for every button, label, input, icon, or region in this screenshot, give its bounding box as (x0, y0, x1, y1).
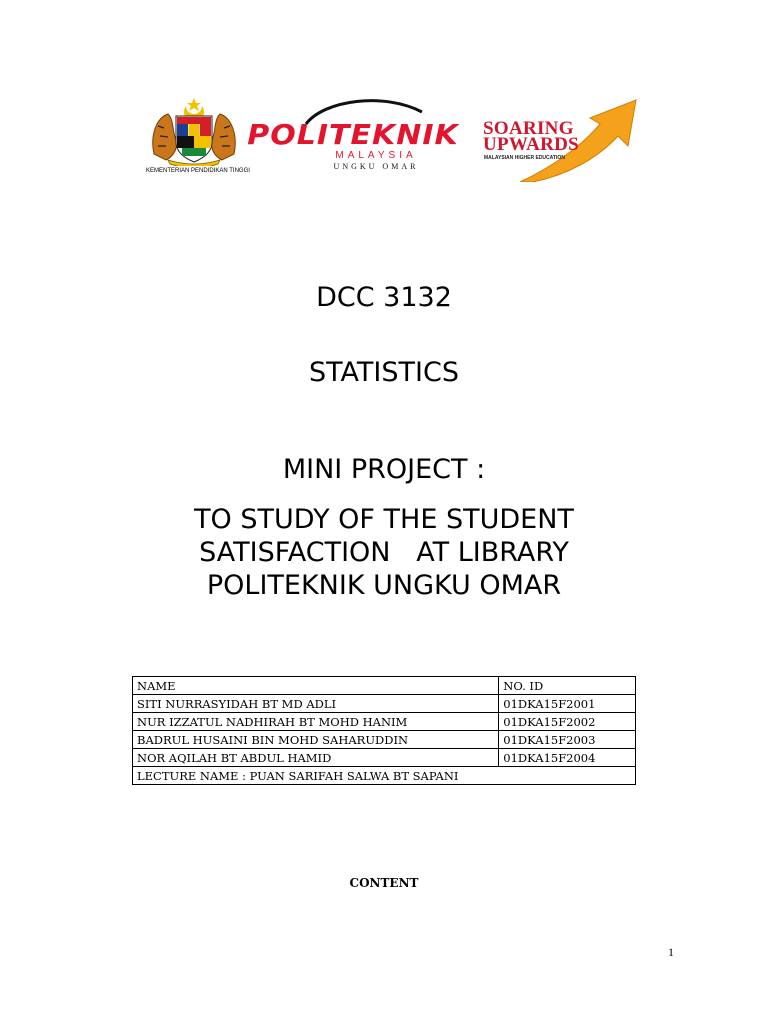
politeknik-country: MALAYSIA (335, 150, 417, 161)
member-id: 01DKA15F2003 (499, 731, 636, 749)
politeknik-logo (244, 94, 462, 174)
member-id: 01DKA15F2004 (499, 749, 636, 767)
member-name: SITI NURRASYIDAH BT MD ADLI (133, 695, 499, 713)
coat-of-arms-icon (146, 96, 242, 166)
upwards-text: UPWARDS (483, 134, 580, 155)
member-id: 01DKA15F2001 (499, 695, 636, 713)
ministry-crest-logo (146, 96, 250, 176)
study-title-line-3: POLITEKNIK UNGKU OMAR (206, 570, 562, 601)
soaring-text: SOARING (483, 118, 574, 139)
subject-title: STATISTICS (309, 357, 459, 388)
table-row (133, 695, 636, 713)
politeknik-campus: UNGKU OMAR (333, 162, 419, 171)
study-title (0, 503, 768, 602)
table-row (133, 713, 636, 731)
politeknik-wordmark: POLITEKNIK (247, 119, 459, 152)
page-number: 1 (668, 945, 674, 959)
member-id: 01DKA15F2002 (499, 713, 636, 731)
table-row (133, 731, 636, 749)
lecturer-row (133, 767, 636, 785)
member-name: NOR AQILAH BT ABDUL HAMID (133, 749, 499, 767)
members-table (132, 676, 636, 785)
content-heading: CONTENT (349, 876, 419, 890)
table-row (133, 749, 636, 767)
higher-education-text: MALAYSIAN HIGHER EDUCATION (484, 155, 565, 161)
study-title-line-1: TO STUDY OF THE STUDENT (194, 504, 574, 535)
header-id: NO. ID (499, 677, 636, 695)
course-code: DCC 3132 (316, 282, 452, 313)
project-label: MINI PROJECT : (282, 454, 486, 485)
study-title-line-2: SATISFACTION AT LIBRARY (199, 537, 569, 568)
member-name: NUR IZZATUL NADHIRAH BT MOHD HANIM (133, 713, 499, 731)
header-name: NAME (133, 677, 499, 695)
table-header-row (133, 677, 636, 695)
ministry-caption: KEMENTERIAN PENDIDIKAN TINGGI (146, 168, 250, 174)
header-logos (0, 94, 768, 184)
lecturer-name: LECTURE NAME : PUAN SARIFAH SALWA BT SAPANI (133, 767, 636, 785)
member-name: BADRUL HUSAINI BIN MOHD SAHARUDDIN (133, 731, 499, 749)
soaring-upwards-logo (480, 98, 640, 182)
